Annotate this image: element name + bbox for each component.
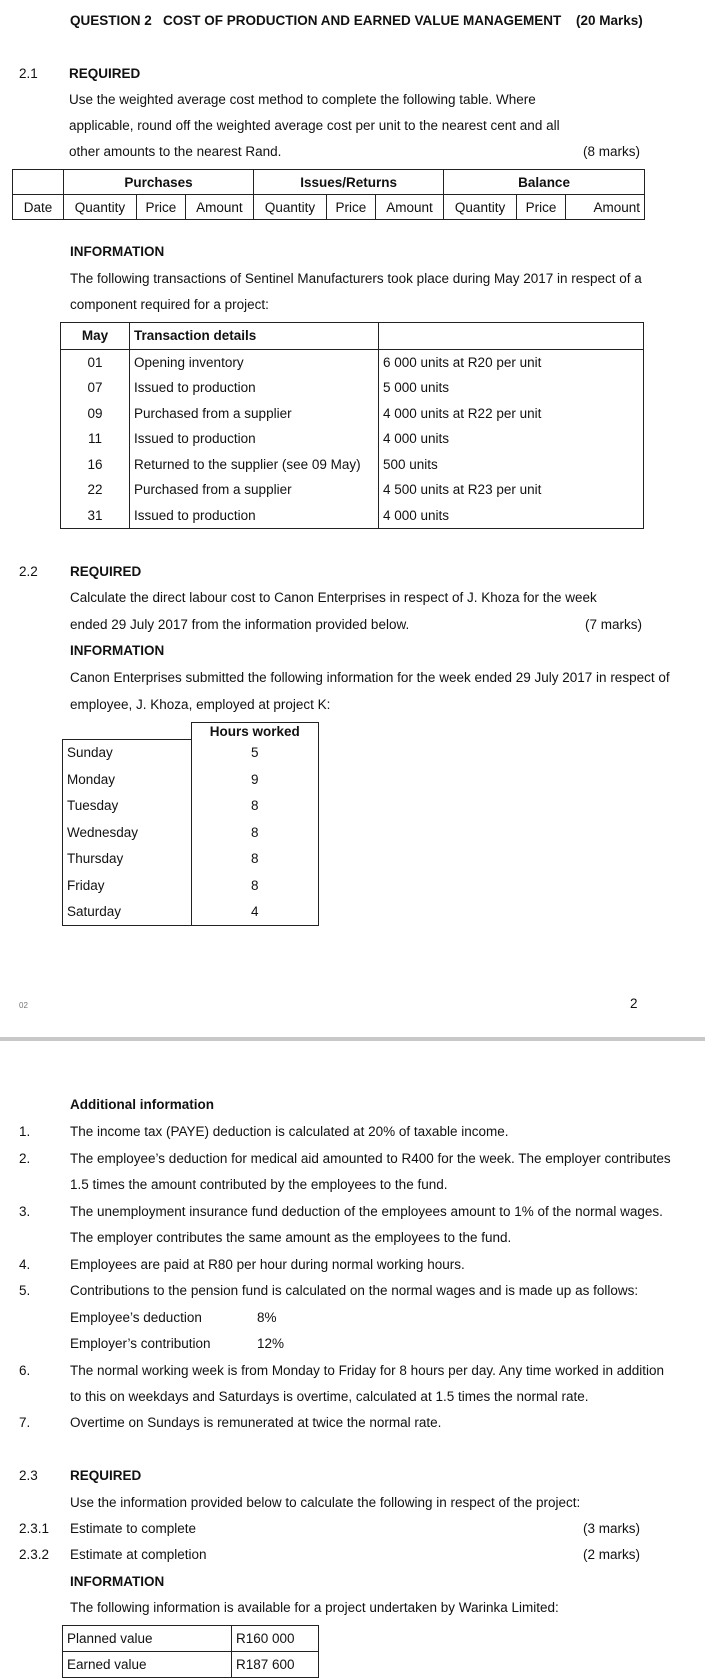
sub-number: 2.3.2 — [19, 1547, 50, 1562]
hours-value: 8 — [191, 819, 319, 846]
hours-value: 8 — [191, 793, 319, 820]
tx-day: 07 — [61, 375, 130, 401]
pension-label: Employer’s contribution — [70, 1336, 211, 1351]
table-row — [63, 766, 319, 793]
table-row — [61, 452, 644, 478]
column-header: Quantity — [254, 195, 327, 220]
question-marks: (20 Marks) — [576, 13, 643, 28]
section-2-1-line-3: other amounts to the nearest Rand. — [69, 144, 282, 159]
tx-day: 31 — [61, 503, 130, 529]
earned-value-table — [62, 1625, 319, 1678]
item-text: Employees are paid at R80 per hour during normal working hours. — [70, 1257, 465, 1272]
tx-detail: Returned to the supplier (see 09 May) — [130, 452, 379, 478]
table-row — [63, 739, 319, 766]
tx-detail: Issued to production — [130, 503, 379, 529]
column-header: Amount — [566, 195, 645, 220]
day-label: Tuesday — [63, 793, 192, 820]
group-purchases: Purchases — [64, 170, 254, 195]
tx-detail: Purchased from a supplier — [130, 477, 379, 503]
table-row — [63, 819, 319, 846]
item-text: The employer contributes the same amount as the employees to the fund. — [70, 1230, 512, 1245]
tx-quantity: 4 500 units at R23 per unit — [379, 477, 644, 503]
day-label: Saturday — [63, 899, 192, 926]
tx-day: 22 — [61, 477, 130, 503]
tx-detail: Opening inventory — [130, 349, 379, 375]
tx-day: 01 — [61, 349, 130, 375]
item-text: The employee’s deduction for medical aid amounted to R400 for the week. The employer contributes — [70, 1151, 671, 1166]
tx-detail: Issued to production — [130, 375, 379, 401]
section-2-1-info-heading: INFORMATION — [70, 244, 165, 259]
tx-quantity: 5 000 units — [379, 375, 644, 401]
table-row — [63, 899, 319, 926]
item-text: The normal working week is from Monday to Friday for 8 hours per day. Any time worked in addition — [70, 1363, 665, 1378]
hours-value: 9 — [191, 766, 319, 793]
section-2-1-required: REQUIRED — [69, 66, 141, 81]
section-2-1-line-1: Use the weighted average cost method to complete the following table. Where — [69, 92, 536, 107]
table-row — [61, 426, 644, 452]
section-2-3-text: Use the information provided below to calculate the following in respect of the project: — [70, 1495, 581, 1510]
ev-value: R187 600 — [232, 1652, 319, 1678]
column-header-hours: Hours worked — [191, 723, 319, 740]
page-divider — [0, 1037, 705, 1041]
day-label: Monday — [63, 766, 192, 793]
table-row — [61, 375, 644, 401]
section-2-1-info-line-2: component required for a project: — [70, 297, 269, 312]
section-2-2-number: 2.2 — [19, 564, 38, 579]
tx-quantity: 6 000 units at R20 per unit — [379, 349, 644, 375]
section-2-2-info-heading: INFORMATION — [70, 643, 165, 658]
sub-marks: (2 marks) — [583, 1547, 640, 1562]
table-row — [61, 477, 644, 503]
section-2-1-info-line-1: The following transactions of Sentinel Manufacturers took place during May 2017 in respect of a — [70, 271, 642, 286]
hours-value: 8 — [191, 872, 319, 899]
day-label: Friday — [63, 872, 192, 899]
footer-mark: 02 — [19, 1001, 28, 1010]
sub-label: Estimate to complete — [70, 1521, 197, 1536]
question-heading: COST OF PRODUCTION AND EARNED VALUE MANAGEMENT — [163, 13, 562, 28]
section-2-2-info-line-1: Canon Enterprises submitted the following information for the week ended 29 July 2017 in respect of — [70, 670, 670, 685]
column-header: Amount — [375, 195, 443, 220]
weighted-average-table — [12, 169, 645, 220]
table-row — [63, 793, 319, 820]
table-row — [61, 401, 644, 427]
item-number: 1. — [19, 1124, 31, 1139]
section-2-3-number: 2.3 — [19, 1468, 38, 1483]
day-label: Wednesday — [63, 819, 192, 846]
section-2-1-line-2: applicable, round off the weighted average cost per unit to the nearest cent and all — [69, 118, 560, 133]
question-number: QUESTION 2 — [70, 13, 152, 28]
column-header-quantity — [379, 323, 644, 350]
table-corner-cell — [63, 723, 192, 740]
transactions-table — [60, 322, 644, 529]
section-2-2-line-1: Calculate the direct labour cost to Canon Enterprises in respect of J. Khoza for the week — [70, 590, 597, 605]
pension-value: 8% — [257, 1310, 277, 1325]
item-number: 4. — [19, 1257, 31, 1272]
page-number: 2 — [630, 996, 638, 1011]
item-number: 7. — [19, 1415, 31, 1430]
tx-detail: Issued to production — [130, 426, 379, 452]
tx-quantity: 4 000 units at R22 per unit — [379, 401, 644, 427]
column-header: Quantity — [64, 195, 137, 220]
tx-quantity: 500 units — [379, 452, 644, 478]
pension-label: Employee’s deduction — [70, 1310, 202, 1325]
column-header-may: May — [61, 323, 130, 350]
column-header: Quantity — [444, 195, 517, 220]
additional-heading: Additional information — [70, 1097, 214, 1112]
section-2-2-marks: (7 marks) — [585, 617, 642, 632]
sub-number: 2.3.1 — [19, 1521, 50, 1536]
column-header: Price — [136, 195, 185, 220]
item-number: 5. — [19, 1283, 31, 1298]
table-row — [61, 503, 644, 529]
table-header-row — [63, 723, 319, 740]
day-label: Thursday — [63, 846, 192, 873]
item-text: The income tax (PAYE) deduction is calculated at 20% of taxable income. — [70, 1124, 509, 1139]
section-2-3-info-text: The following information is available for a project undertaken by Warinka Limited: — [70, 1600, 559, 1615]
section-2-1-number: 2.1 — [19, 66, 38, 81]
column-header: Amount — [185, 195, 253, 220]
ev-label: Earned value — [63, 1652, 232, 1678]
section-2-2-info-line-2: employee, J. Khoza, employed at project K: — [70, 697, 331, 712]
column-header: Price — [517, 195, 566, 220]
tx-detail: Purchased from a supplier — [130, 401, 379, 427]
section-2-3-info-heading: INFORMATION — [70, 1574, 165, 1589]
table-row — [63, 1626, 319, 1652]
table-row — [63, 1652, 319, 1678]
table-header-row — [61, 323, 644, 350]
column-header: Price — [326, 195, 375, 220]
hours-worked-table — [62, 722, 319, 926]
table-row — [63, 872, 319, 899]
item-text: to this on weekdays and Saturdays is overtime, calculated at 1.5 times the normal rate. — [70, 1389, 589, 1404]
pension-value: 12% — [257, 1336, 285, 1351]
section-2-2-line-2: ended 29 July 2017 from the information provided below. — [70, 617, 410, 632]
item-number: 6. — [19, 1363, 31, 1378]
section-2-3-required: REQUIRED — [70, 1468, 142, 1483]
hours-value: 5 — [191, 739, 319, 766]
item-text: Contributions to the pension fund is calculated on the normal wages and is made up as follows: — [70, 1283, 639, 1298]
hours-value: 8 — [191, 846, 319, 873]
item-text: Overtime on Sundays is remunerated at twice the normal rate. — [70, 1415, 442, 1430]
table-corner-cell — [13, 170, 64, 195]
sub-label: Estimate at completion — [70, 1547, 207, 1562]
group-issues-returns: Issues/Returns — [254, 170, 444, 195]
item-number: 2. — [19, 1151, 31, 1166]
group-balance: Balance — [444, 170, 645, 195]
tx-day: 11 — [61, 426, 130, 452]
column-header: Date — [13, 195, 64, 220]
item-text: 1.5 times the amount contributed by the employees to the fund. — [70, 1177, 448, 1192]
table-group-row — [13, 170, 645, 195]
table-row — [63, 846, 319, 873]
tx-day: 16 — [61, 452, 130, 478]
tx-quantity: 4 000 units — [379, 503, 644, 529]
table-header-row — [13, 195, 645, 220]
item-number: 3. — [19, 1204, 31, 1219]
ev-label: Planned value — [63, 1626, 232, 1652]
ev-value: R160 000 — [232, 1626, 319, 1652]
item-text: The unemployment insurance fund deduction of the employees amount to 1% of the normal wages. — [70, 1204, 663, 1219]
hours-value: 4 — [191, 899, 319, 926]
section-2-2-required: REQUIRED — [70, 564, 142, 579]
section-2-1-marks: (8 marks) — [583, 144, 640, 159]
column-header-details: Transaction details — [130, 323, 379, 350]
day-label: Sunday — [63, 739, 192, 766]
table-row — [61, 349, 644, 375]
tx-day: 09 — [61, 401, 130, 427]
sub-marks: (3 marks) — [583, 1521, 640, 1536]
tx-quantity: 4 000 units — [379, 426, 644, 452]
